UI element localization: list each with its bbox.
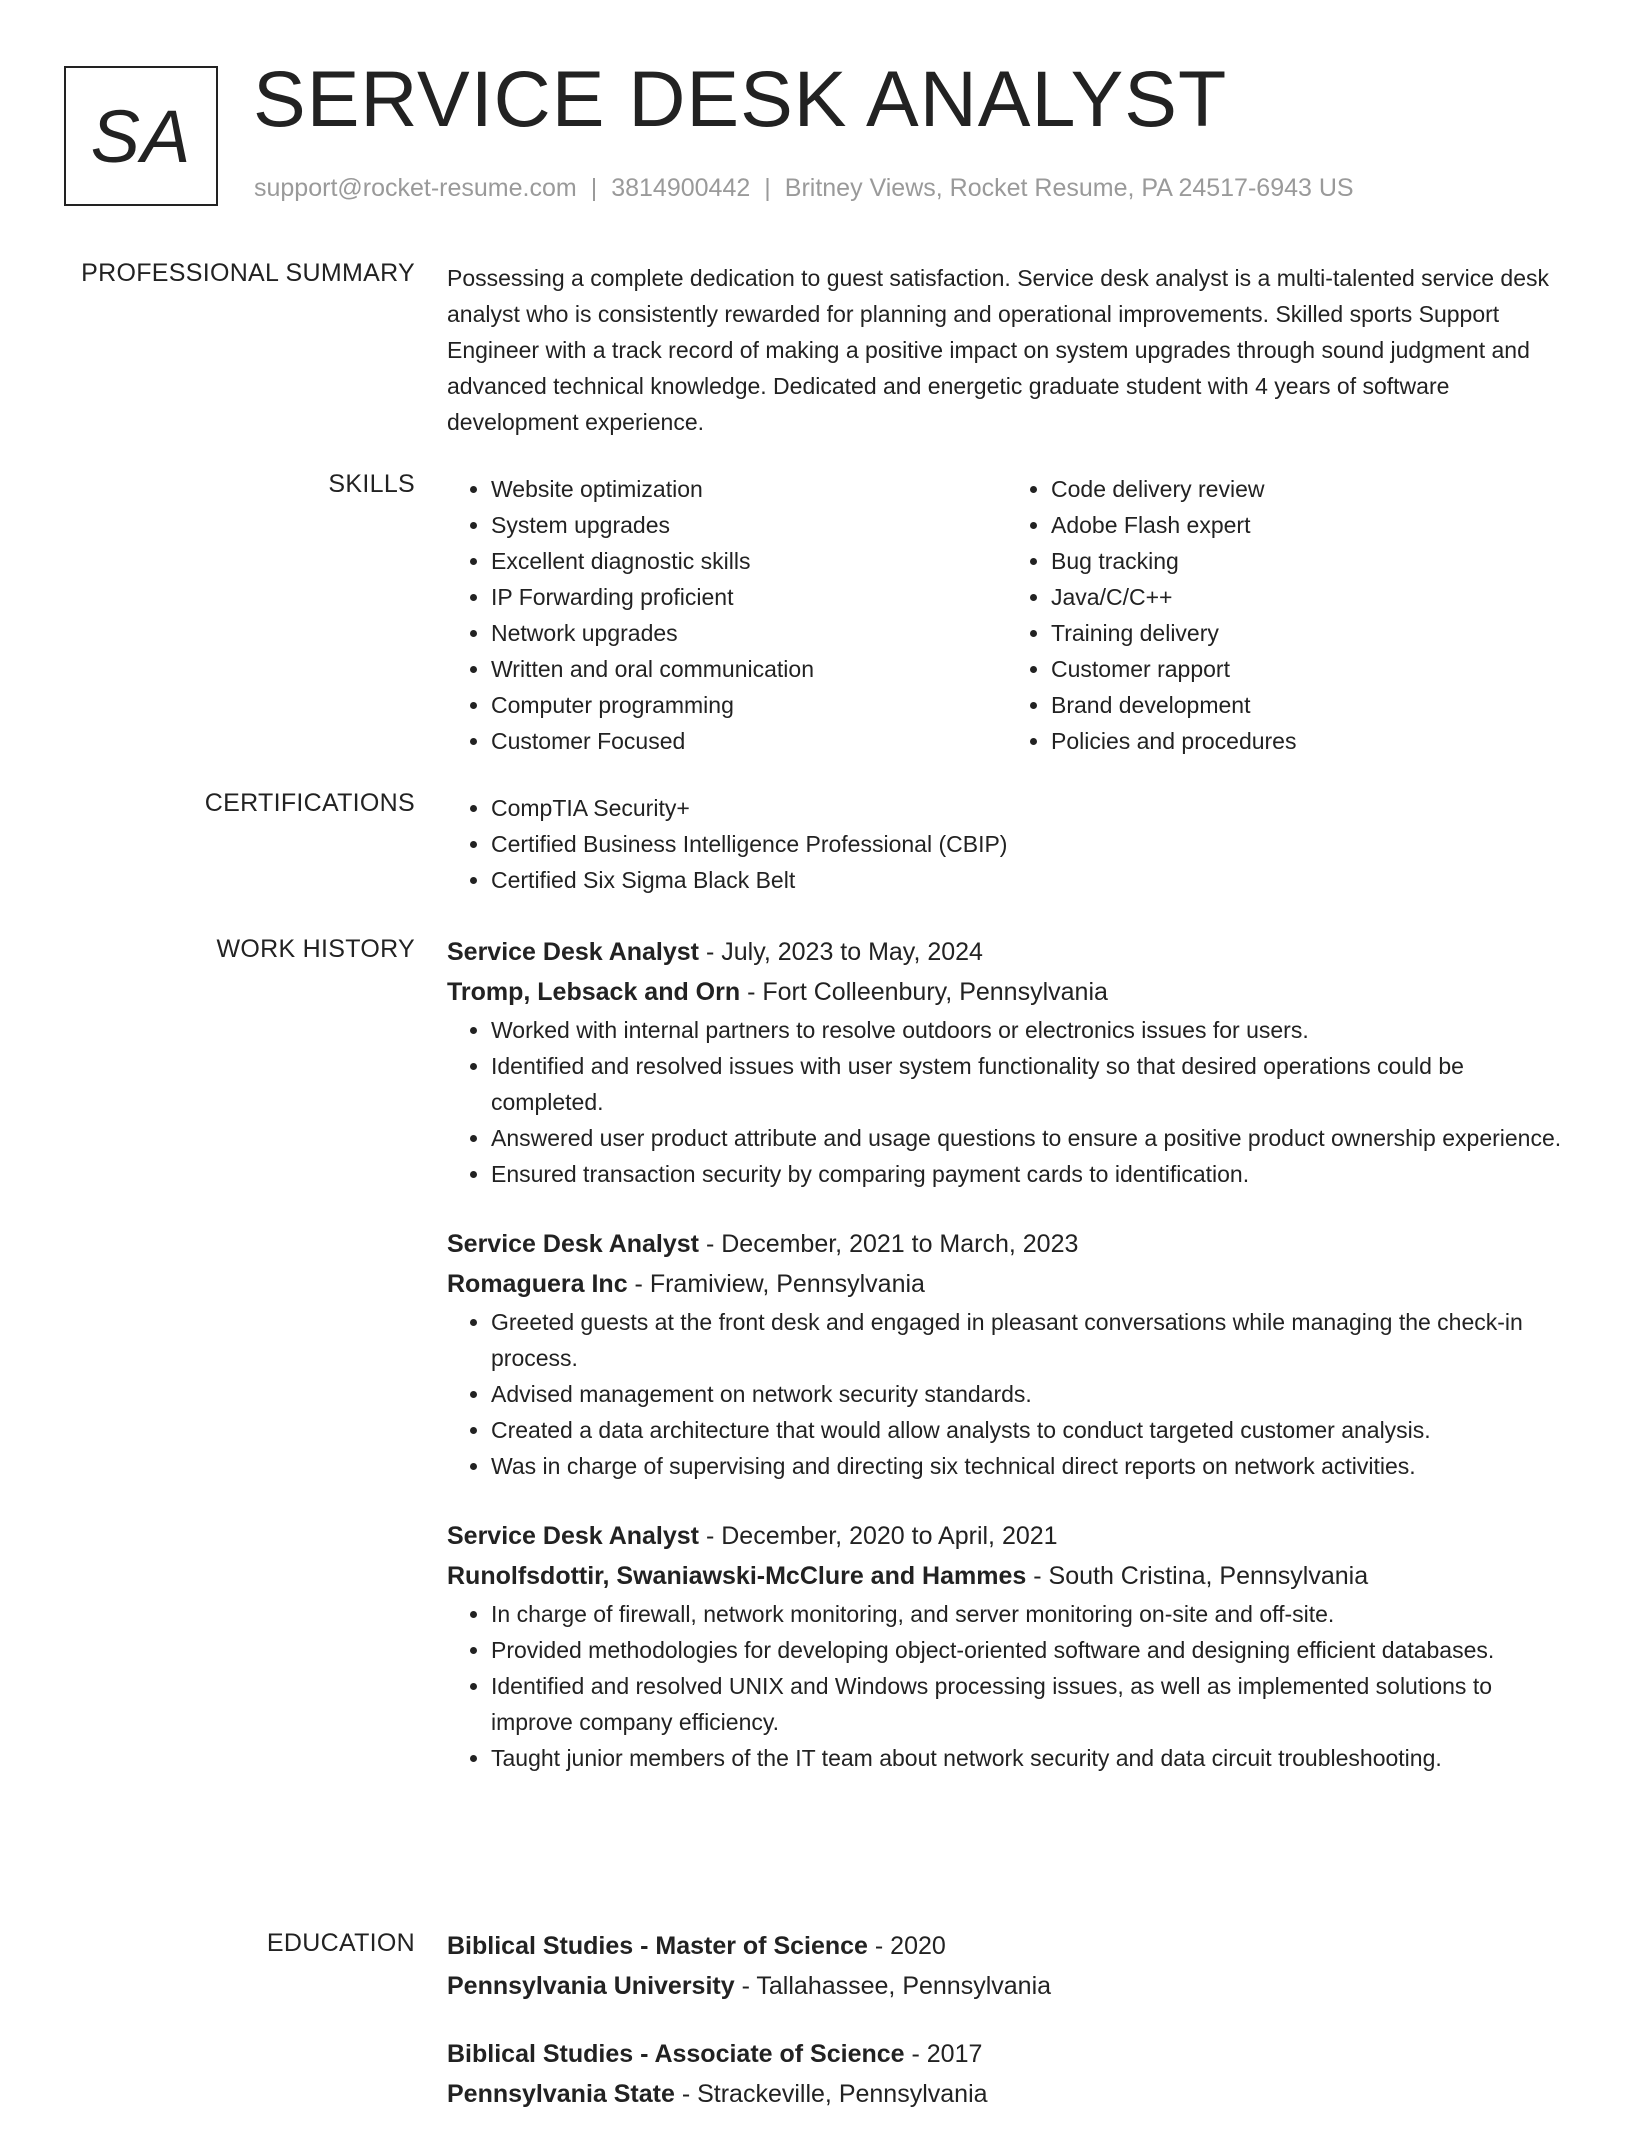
job-bullet: • Identified and resolved UNIX and Windows processing issues, as well as implemented solutions to improve company efficiency. [491, 1668, 1567, 1740]
contact-email[interactable]: support@rocket-resume.com [254, 174, 577, 202]
job-bullets [447, 1596, 1567, 1776]
job-title-line [447, 932, 1567, 972]
degree-name: Biblical Studies - Master of Science [447, 1932, 868, 1960]
school-line [447, 2074, 1567, 2114]
contact-phone[interactable]: 3814900442 [611, 174, 751, 202]
company-location: - Fort Colleenbury, Pennsylvania [740, 978, 1108, 1006]
job-bullet: • Taught junior members of the IT team about network security and data circuit troubleshooting. [491, 1740, 1567, 1776]
job-dates: - December, 2021 to March, 2023 [699, 1230, 1079, 1258]
skill-item: • Brand development [1051, 687, 1567, 723]
contact-separator: | [764, 174, 771, 202]
company-location: - South Cristina, Pennsylvania [1026, 1562, 1369, 1590]
school-name: Pennsylvania University [447, 1972, 735, 2000]
company-name: Runolfsdottir, Swaniawski-McClure and Hammes [447, 1562, 1027, 1590]
skills-list-left [447, 471, 1007, 759]
skills-list-right [1007, 471, 1567, 759]
company-location: - Framiview, Pennsylvania [627, 1270, 925, 1298]
degree-line [447, 1926, 1567, 1966]
job-title-line [447, 1516, 1567, 1556]
job-title: Service Desk Analyst [447, 1522, 700, 1550]
job-bullet: • Created a data architecture that would allow analysts to conduct targeted customer analysis. [491, 1412, 1567, 1448]
contact-address: Britney Views, Rocket Resume, PA 24517-6943 US [784, 174, 1354, 202]
job-entry [447, 1516, 1567, 1776]
monogram-initials: SA [90, 94, 192, 178]
job-title-line [447, 1224, 1567, 1264]
skill-item: • Written and oral communication [491, 651, 1007, 687]
skill-item: • Computer programming [491, 687, 1007, 723]
job-title: Service Desk Analyst [447, 1230, 700, 1258]
skill-item: • Bug tracking [1051, 543, 1567, 579]
company-name: Romaguera Inc [447, 1270, 628, 1298]
job-bullet: • Identified and resolved issues with user system functionality so that desired operations could be completed. [491, 1048, 1567, 1120]
skill-item: • Network upgrades [491, 615, 1007, 651]
skill-item: • Code delivery review [1051, 471, 1567, 507]
job-entry [447, 932, 1567, 1192]
company-line [447, 972, 1567, 1012]
skills-columns [447, 471, 1567, 759]
job-bullet: • Answered user product attribute and usage questions to ensure a positive product ownership experience. [491, 1120, 1567, 1156]
skill-item: • Excellent diagnostic skills [491, 543, 1007, 579]
skill-item: • Adobe Flash expert [1051, 507, 1567, 543]
section-label-skills: SKILLS [328, 470, 415, 498]
job-dates: - July, 2023 to May, 2024 [699, 938, 983, 966]
skill-item: • System upgrades [491, 507, 1007, 543]
school-name: Pennsylvania State [447, 2080, 675, 2108]
school-location: - Strackeville, Pennsylvania [674, 2080, 988, 2108]
job-bullets [447, 1304, 1567, 1484]
skill-item: • IP Forwarding proficient [491, 579, 1007, 615]
work-history-body [447, 932, 1567, 1808]
skill-item: • Java/C/C++ [1051, 579, 1567, 615]
job-bullet: • Was in charge of supervising and directing six technical direct reports on network activities. [491, 1448, 1567, 1484]
monogram-box [64, 66, 218, 206]
job-title: Service Desk Analyst [447, 938, 700, 966]
certification-item: • Certified Six Sigma Black Belt [491, 862, 1567, 898]
degree-name: Biblical Studies - Associate of Science [447, 2040, 905, 2068]
summary-text: Possessing a complete dedication to guest satisfaction. Service desk analyst is a multi-talented service desk analyst who is consistently rewarded for planning and operational improvements. Skilled sports Support Engineer with a track record of making a positive impact on system upgrades through sound judgment and advanced technical knowledge. Dedicated and energetic graduate student with 4 years of software development experience. [447, 265, 1550, 435]
certification-item: • CompTIA Security+ [491, 790, 1567, 826]
job-dates: - December, 2020 to April, 2021 [699, 1522, 1058, 1550]
certifications-body [447, 790, 1567, 898]
job-bullet: • In charge of firewall, network monitoring, and server monitoring on-site and off-site. [491, 1596, 1567, 1632]
section-label-work-history: WORK HISTORY [216, 935, 415, 963]
section-label-education: EDUCATION [266, 1929, 415, 1957]
skill-item: • Customer Focused [491, 723, 1007, 759]
skill-item: • Policies and procedures [1051, 723, 1567, 759]
degree-line [447, 2034, 1567, 2074]
contact-line [254, 174, 1354, 203]
education-entry [447, 2034, 1567, 2114]
company-name: Tromp, Lebsack and Orn [447, 978, 741, 1006]
job-bullet: • Provided methodologies for developing object-oriented software and designing efficient databases. [491, 1632, 1567, 1668]
degree-year: - 2017 [904, 2040, 983, 2068]
certifications-list [447, 790, 1567, 898]
contact-separator: | [590, 174, 598, 202]
skill-item: • Customer rapport [1051, 651, 1567, 687]
section-label-certifications: CERTIFICATIONS [204, 789, 415, 817]
job-bullets [447, 1012, 1567, 1192]
job-bullet: • Ensured transaction security by comparing payment cards to identification. [491, 1156, 1567, 1192]
job-bullet: • Worked with internal partners to resolve outdoors or electronics issues for users. [491, 1012, 1567, 1048]
education-entry [447, 1926, 1567, 2006]
resume-title: SERVICE DESK ANALYST [253, 54, 1228, 143]
job-entry [447, 1224, 1567, 1484]
skill-item: • Website optimization [491, 471, 1007, 507]
school-line [447, 1966, 1567, 2006]
skill-item: • Training delivery [1051, 615, 1567, 651]
job-bullet: • Advised management on network security standards. [491, 1376, 1567, 1412]
education-body [447, 1926, 1567, 2142]
school-location: - Tallahassee, Pennsylvania [734, 1972, 1052, 2000]
job-bullet: • Greeted guests at the front desk and engaged in pleasant conversations while managing the check-in process. [491, 1304, 1567, 1376]
company-line [447, 1264, 1567, 1304]
section-label-summary: PROFESSIONAL SUMMARY [81, 259, 415, 287]
company-line [447, 1556, 1567, 1596]
certification-item: • Certified Business Intelligence Professional (CBIP) [491, 826, 1567, 862]
degree-year: - 2020 [867, 1932, 946, 1960]
